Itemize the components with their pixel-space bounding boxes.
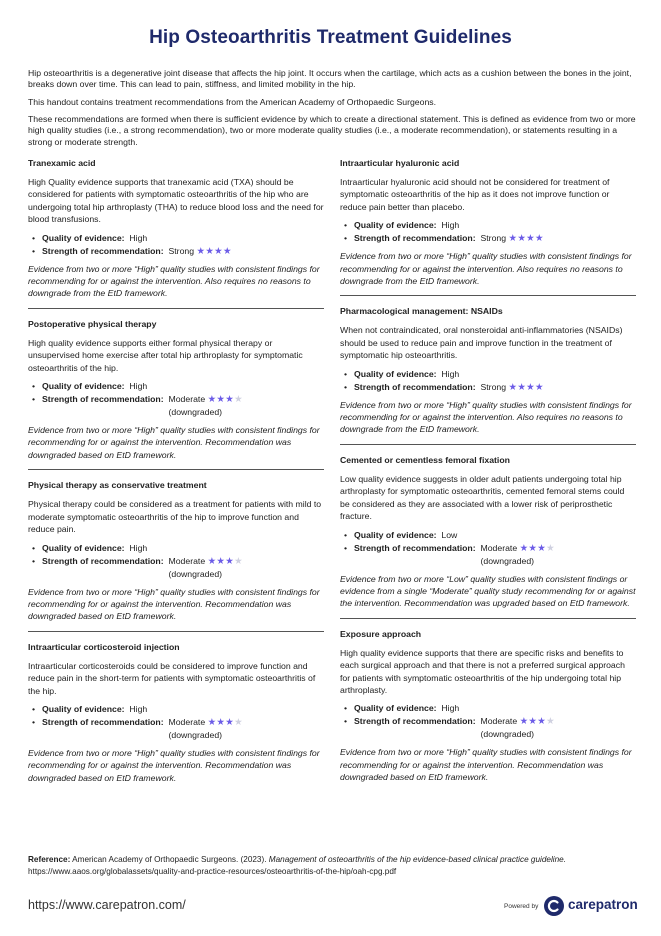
quality-value: Low: [441, 529, 458, 540]
section-title: Tranexamic acid: [28, 158, 96, 168]
star-filled-icon: ★: [519, 542, 529, 554]
bullet-icon: •: [32, 245, 36, 256]
bullet-icon: •: [344, 233, 348, 244]
powered-by-text: Powered by: [504, 903, 539, 910]
quality-of-evidence: [28, 232, 324, 245]
evidence-list: [28, 232, 324, 258]
quality-value: High: [129, 381, 148, 392]
star-filled-icon: ★: [225, 555, 235, 567]
strength-of-recommendation: [28, 245, 324, 258]
evidence-list: [28, 380, 324, 419]
quality-of-evidence: [340, 219, 636, 232]
star-filled-icon: ★: [214, 245, 223, 257]
quality-of-evidence: [28, 542, 324, 555]
quality-of-evidence: [340, 702, 636, 715]
intro-paragraph: Hip osteoarthritis is a degenerative joint disease that affects the hip joint. It occurs when the cartilage, which acts as a cushion between the bones in the joint, breaks down over time. This can lead to pain, stiffness, and limited mobility in the hip.: [28, 68, 632, 90]
strength-of-recommendation: [340, 542, 636, 568]
section-title: Intraarticular hyaluronic acid: [340, 158, 460, 168]
carepatron-logo-text: carepatron: [568, 897, 638, 912]
star-filled-icon: ★: [528, 716, 538, 728]
quality-value: High: [441, 368, 460, 379]
star-filled-icon: ★: [537, 542, 547, 554]
bullet-icon: •: [344, 529, 348, 540]
star-rating: [197, 246, 232, 257]
bullet-icon: •: [32, 555, 36, 566]
section-title: Postoperative physical therapy: [28, 318, 157, 329]
star-rating: [520, 716, 555, 727]
star-filled-icon: ★: [225, 394, 235, 406]
strength-label: Strength of recommendation:: [42, 555, 164, 566]
section-title: Physical therapy as conservative treatment: [28, 480, 207, 491]
bullet-icon: •: [344, 368, 348, 379]
guideline-section: [340, 454, 636, 610]
reference: [28, 854, 636, 878]
star-filled-icon: ★: [526, 233, 535, 245]
bullet-icon: •: [32, 703, 36, 714]
carepatron-logo-icon: [544, 896, 564, 916]
star-filled-icon: ★: [207, 555, 217, 567]
strength-of-recommendation: [28, 393, 324, 419]
section-divider: [340, 295, 636, 296]
star-rating: [509, 233, 544, 244]
section-divider: [340, 618, 636, 619]
section-body: High quality evidence supports that there are specific risks and benefits to each surgical approach and that there is not a preferred surgical approach for patients with symptomatic osteoarthritis of the hip undergoing total hip arthroplasty.: [340, 647, 625, 695]
downgraded-label: (downgraded): [168, 729, 223, 740]
bullet-icon: •: [32, 381, 36, 392]
star-filled-icon: ★: [205, 245, 215, 257]
strength-label: Strength of recommendation:: [42, 394, 164, 405]
bullet-icon: •: [344, 716, 348, 727]
page-title: Hip Osteoarthritis Treatment Guidelines: [149, 27, 512, 48]
section-note: Evidence from two or more “High” quality studies with consistent findings for recommending for or against the intervention. Recommendation was downgraded based on EtD framework.: [340, 747, 632, 783]
star-empty-icon: ★: [234, 716, 243, 728]
section-body: Physical therapy could be considered as a treatment for patients with mild to moderate symptomatic osteoarthritis of the hip to improve function and reduce pain.: [28, 499, 322, 535]
quality-value: High: [129, 542, 148, 553]
strength-label: Strength of recommendation:: [354, 381, 476, 392]
strength-rating: [480, 542, 554, 568]
strength-rating: [168, 716, 242, 742]
section-note: Evidence from two or more “High” quality studies with consistent findings for recommending for or against the intervention. Recommendation was downgraded based on EtD framework.: [28, 747, 320, 783]
star-filled-icon: ★: [534, 381, 544, 393]
section-divider: [340, 444, 636, 445]
bullet-icon: •: [344, 703, 348, 714]
evidence-list: [340, 368, 636, 394]
strength-of-recommendation: [28, 716, 324, 742]
reference-url[interactable]: https://www.aaos.org/globalassets/quality-and-practice-resources/osteoarthritis-of-the-hip/oah-cpg.pdf: [28, 867, 397, 876]
bullet-icon: •: [32, 716, 36, 727]
strength-label: Strength of recommendation:: [354, 233, 476, 244]
evidence-list: [28, 542, 324, 581]
section-body: High Quality evidence supports that tranexamic acid (TXA) should be considered for patients with symptomatic osteoarthritis of the hip who are undergoing total hip arthroplasty (THA) to reduce blood loss and the need for blood transfusions.: [28, 177, 324, 225]
strength-label: Strength of recommendation:: [42, 716, 164, 727]
section-note: Evidence from two or more “Low” quality studies with consistent findings or evidence from a single “Moderate” quality study recommending for or against the intervention. Recommendation was upgraded based on EtD framework.: [340, 573, 636, 609]
quality-label: Quality of evidence:: [354, 703, 437, 714]
carepatron-website-link[interactable]: https://www.carepatron.com/: [28, 898, 186, 912]
guideline-section: [340, 628, 636, 784]
quality-value: High: [441, 220, 460, 231]
star-filled-icon: ★: [207, 716, 217, 728]
guideline-section: [340, 157, 636, 287]
quality-of-evidence: [28, 380, 324, 393]
guideline-section: [28, 157, 324, 300]
strength-value: Moderate: [168, 555, 206, 566]
bullet-icon: •: [32, 542, 36, 553]
evidence-list: [340, 702, 636, 741]
strength-rating: [168, 393, 242, 419]
star-filled-icon: ★: [216, 716, 226, 728]
section-title: Intraarticular corticosteroid injection: [28, 641, 180, 652]
quality-of-evidence: [28, 703, 324, 716]
strength-value: Moderate: [168, 394, 206, 405]
star-filled-icon: ★: [526, 381, 535, 393]
strength-label: Strength of recommendation:: [354, 716, 476, 727]
strength-of-recommendation: [340, 381, 636, 394]
guideline-section: [28, 318, 324, 461]
guideline-section: [28, 479, 324, 622]
star-rating: [208, 556, 243, 567]
right-column: [340, 157, 636, 784]
star-filled-icon: ★: [534, 233, 544, 245]
quality-value: High: [129, 703, 148, 714]
downgraded-label: (downgraded): [480, 729, 535, 740]
star-filled-icon: ★: [225, 716, 235, 728]
section-note: Evidence from two or more “High” quality studies with consistent findings for recommending for or against the intervention. Also requires no reasons to downgrade from the EtD framework.: [28, 263, 320, 299]
strength-of-recommendation: [340, 715, 636, 741]
strength-value: Moderate: [480, 542, 518, 553]
star-rating: [208, 717, 243, 728]
star-filled-icon: ★: [196, 245, 206, 257]
star-filled-icon: ★: [517, 381, 527, 393]
section-note: Evidence from two or more “High” quality studies with consistent findings for recommending for or against the intervention. Also requires no reasons to downgrade from the EtD framework.: [340, 251, 632, 287]
section-body: When not contraindicated, oral nonsteroidal anti-inflammatories (NSAIDs) should be used to reduce pain and improve function in the treatment of symptomatic hip osteoarthritis.: [340, 325, 623, 361]
evidence-list: [340, 219, 636, 245]
section-title: Pharmacological management: NSAIDs: [340, 306, 503, 317]
intro-paragraph: This handout contains treatment recommendations from the American Academy of Orthopaedic Surgeons.: [28, 97, 437, 107]
quality-of-evidence: [340, 529, 636, 542]
downgraded-label: (downgraded): [168, 407, 223, 418]
star-rating: [509, 382, 544, 393]
quality-value: High: [129, 232, 148, 243]
quality-label: Quality of evidence:: [354, 220, 437, 231]
strength-value: Strong: [168, 245, 195, 256]
section-body: Intraarticular corticosteroids could be considered to improve function and reduce pain in the short-term for patients with symptomatic osteoarthritis of the hip.: [28, 660, 316, 696]
section-divider: [28, 469, 324, 470]
quality-label: Quality of evidence:: [42, 232, 125, 243]
section-note: Evidence from two or more “High” quality studies with consistent findings for recommending for or against the intervention. Recommendation was downgraded based on EtD framework.: [28, 586, 320, 622]
star-filled-icon: ★: [528, 542, 538, 554]
strength-rating: [480, 381, 543, 394]
section-title: Exposure approach: [340, 628, 422, 639]
star-rating: [208, 394, 243, 405]
quality-value: High: [441, 703, 460, 714]
downgraded-label: (downgraded): [480, 555, 535, 566]
section-note: Evidence from two or more “High” quality studies with consistent findings for recommending for or against the intervention. Recommendation was downgraded based on EtD framework.: [28, 425, 320, 460]
evidence-list: [28, 703, 324, 742]
strength-value: Moderate: [480, 716, 518, 727]
section-note: Evidence from two or more “High” quality studies with consistent findings for recommending for or against the intervention. Also requires no reasons to downgrade from the EtD framework.: [340, 399, 632, 435]
reference-work: Management of osteoarthritis of the hip evidence-based clinical practice guideline.: [268, 855, 566, 864]
reference-label: Reference:: [28, 855, 71, 864]
strength-value: Strong: [480, 381, 507, 392]
quality-label: Quality of evidence:: [42, 381, 125, 392]
strength-rating: [480, 715, 554, 741]
star-filled-icon: ★: [537, 716, 547, 728]
star-filled-icon: ★: [517, 233, 527, 245]
star-empty-icon: ★: [546, 716, 555, 728]
strength-of-recommendation: [28, 555, 324, 581]
quality-label: Quality of evidence:: [42, 542, 125, 553]
quality-label: Quality of evidence:: [354, 368, 437, 379]
strength-of-recommendation: [340, 232, 636, 245]
reference-authors: American Academy of Orthopaedic Surgeons. (2023).: [72, 855, 267, 864]
quality-label: Quality of evidence:: [354, 529, 437, 540]
bullet-icon: •: [344, 220, 348, 231]
star-filled-icon: ★: [519, 716, 529, 728]
section-divider: [28, 308, 324, 309]
strength-label: Strength of recommendation:: [42, 245, 164, 256]
star-rating: [520, 543, 555, 554]
star-filled-icon: ★: [508, 233, 518, 245]
strength-rating: [480, 232, 543, 245]
section-body: Low quality evidence suggests in older adult patients undergoing total hip arthroplasty for symptomatic osteoarthritis, cemented femoral stems could be considered as they are associated with a lower risk of periprosthetic fracture.: [340, 473, 625, 522]
strength-value: Strong: [480, 233, 507, 244]
star-filled-icon: ★: [207, 394, 217, 406]
star-empty-icon: ★: [234, 555, 243, 567]
section-body: Intraarticular hyaluronic acid should not be considered for treatment of symptomatic osteoarthritis of the hip as it does not improve function or reduce pain better than placebo.: [340, 177, 610, 212]
section-divider: [28, 631, 324, 632]
star-filled-icon: ★: [508, 381, 518, 393]
intro-paragraph: These recommendations are formed when there is sufficient evidence by which to create a directional statement. This is defined as evidence from two or more high quality studies (i.e., a strong recommendation), two or more moderate quality studies (i.e., a moderate recommendation), or statements resulting in a strong or moderate strength.: [28, 114, 636, 147]
star-empty-icon: ★: [234, 394, 243, 406]
bullet-icon: •: [344, 542, 348, 553]
star-filled-icon: ★: [216, 394, 226, 406]
bullet-icon: •: [32, 394, 36, 405]
evidence-list: [340, 529, 636, 568]
quality-label: Quality of evidence:: [42, 703, 125, 714]
section-body: High quality evidence supports either formal physical therapy or unsupervised home exercise after total hip arthroplasty for symptomatic osteoarthritis of the hip.: [28, 337, 303, 373]
quality-of-evidence: [340, 368, 636, 381]
bullet-icon: •: [32, 232, 36, 243]
strength-label: Strength of recommendation:: [354, 542, 476, 553]
star-empty-icon: ★: [546, 542, 555, 554]
section-title: Cemented or cementless femoral fixation: [340, 454, 510, 465]
strength-value: Moderate: [168, 716, 206, 727]
guideline-section: [340, 305, 636, 435]
strength-rating: [168, 555, 242, 581]
star-filled-icon: ★: [222, 245, 232, 257]
bullet-icon: •: [344, 381, 348, 392]
left-column: [28, 157, 324, 784]
guideline-section: [28, 641, 324, 784]
star-filled-icon: ★: [216, 555, 226, 567]
strength-rating: [168, 245, 231, 258]
downgraded-label: (downgraded): [168, 568, 223, 579]
